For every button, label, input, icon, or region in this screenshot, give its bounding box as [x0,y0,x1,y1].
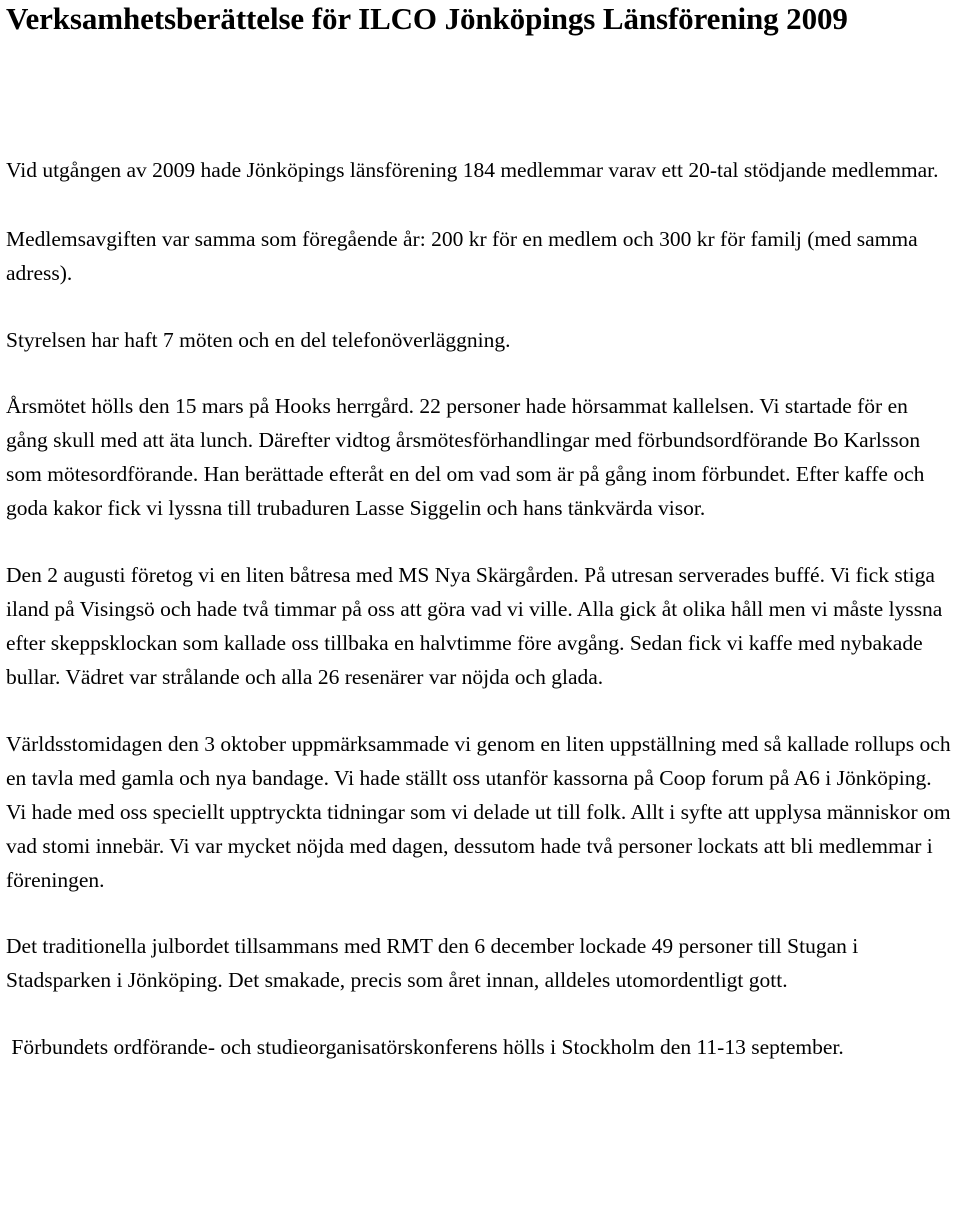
paragraph-board-meetings: Styrelsen har haft 7 möten och en del telefonöverläggning. [6,328,511,352]
paragraph-boat-trip: Den 2 augusti företog vi en liten båtresa med MS Nya Skärgården. På utresan serverades buffé. Vi fick stiga iland på Visingsö och hade två timmar på oss att göra vad vi ville. Alla gick åt olika håll men vi måste lyssna efter skeppsklockan som kallade oss tillbaka en halvtimme före avgång. Sedan fick vi kaffe med nybakade bullar. Vädret var strålande och alla 26 resenärer var nöjda och glada. [6,563,943,689]
paragraph-annual-meeting: Årsmötet hölls den 15 mars på Hooks herrgård. 22 personer hade hörsammat kallelsen. Vi startade för en gång skull med att äta lunch. Därefter vidtog årsmötesförhandlingar med förbundsordförande Bo Karlsson som mötesordförande. Han berättade efteråt en del om vad som är på gång inom förbundet. Efter kaffe och goda kakor fick vi lyssna till trubaduren Lasse Siggelin och hans tänkvärda visor. [6,394,925,520]
paragraph-christmas-buffet: Det traditionella julbordet tillsammans med RMT den 6 december lockade 49 personer till Stugan i Stadsparken i Jönköping. Det smakade, precis som året innan, alldeles utomordentligt gott. [6,934,859,992]
paragraph-conference: Förbundets ordförande- och studieorganisatörskonferens hölls i Stockholm den 11-13 september. [6,1035,844,1059]
paragraph-membership-count: Vid utgången av 2009 hade Jönköpings länsförening 184 medlemmar varav ett 20-tal stödjande medlemmar. [6,158,939,182]
document-page [6,0,952,1064]
paragraph-world-ostomy-day: Världsstomidagen den 3 oktober uppmärksammade vi genom en liten uppställning med så kallade rollups och en tavla med gamla och nya bandage. Vi hade ställt oss utanför kassorna på Coop forum på A6 i Jönköping. Vi hade med oss speciellt upptryckta tidningar som vi delade ut till folk. Allt i syfte att upplysa människor om vad stomi innebär. Vi var mycket nöjda med dagen, dessutom hade två personer lockats att bli medlemmar i föreningen. [6,732,951,892]
paragraph-membership-fee: Medlemsavgiften var samma som föregående år: 200 kr för en medlem och 300 kr för familj (med samma adress). [6,227,918,285]
document-title: Verksamhetsberättelse för ILCO Jönköpings Länsförening 2009 [6,1,848,36]
